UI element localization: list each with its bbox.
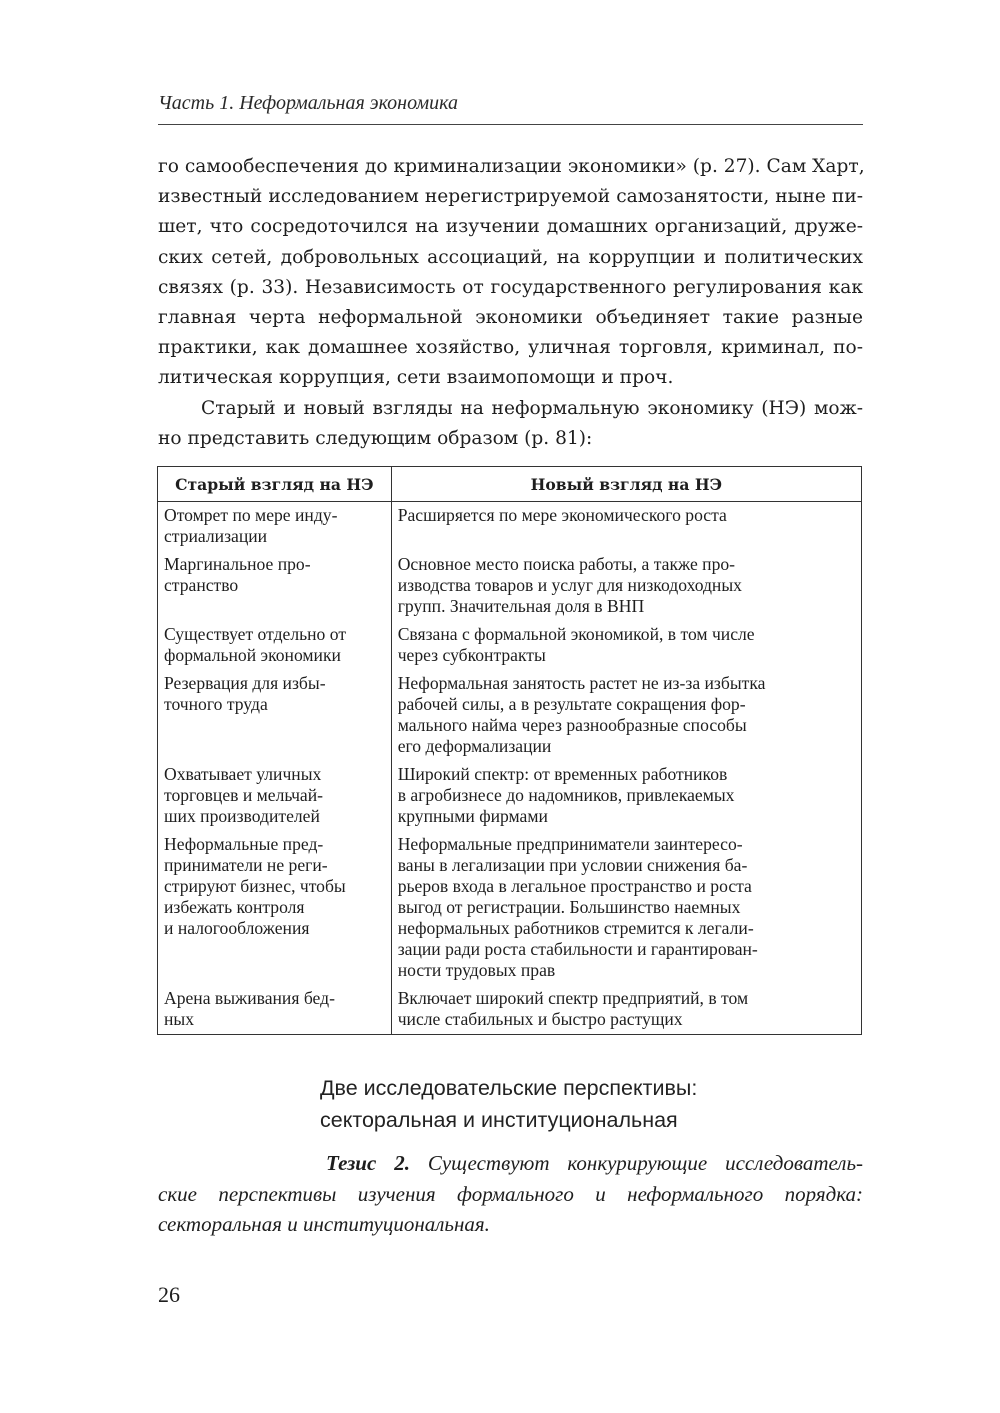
cell-line: выгод от регистрации. Большинство наемных [397, 897, 741, 917]
cell-line: его деформализации [397, 736, 552, 756]
cell-line: в агробизнесе до надомников, привлекаемых [397, 785, 735, 805]
text-line: главная черта неформальной экономики объединяет такие разные [158, 307, 863, 329]
cell-line: Неформальные пред- [164, 834, 324, 854]
old-view-cell [158, 551, 392, 621]
cell-line: зации ради роста стабильности и гарантирован- [397, 939, 758, 959]
text-line: ские перспективы изучения формального и неформального порядка: [158, 1181, 863, 1206]
heading-line: Две исследовательские перспективы: [320, 1076, 698, 1100]
cell-line: странство [164, 575, 239, 595]
cell-line: через субконтракты [397, 645, 546, 665]
new-view-cell [391, 670, 861, 761]
cell-line: Широкий спектр: от временных работников [397, 764, 728, 784]
cell-line: точного труда [164, 694, 268, 714]
column-header-new-view: Новый взгляд на НЭ [391, 467, 861, 502]
old-view-cell [158, 985, 392, 1035]
text-line: Старый и новый взгляды на неформальную экономику (НЭ) мож- [201, 397, 863, 419]
header-divider [158, 124, 863, 125]
cell-line: стриализации [164, 526, 268, 546]
cell-line: Неформальные предприниматели заинтересо- [397, 834, 743, 854]
cell-line: крупными фирмами [397, 806, 548, 826]
cell-line: изводства товаров и услуг для низкодоходных [397, 575, 742, 595]
cell-line: Резервация для избы- [164, 673, 326, 693]
cell-line: ваны в легализации при условии снижения ба- [397, 855, 748, 875]
new-view-cell [391, 761, 861, 831]
comparison-table [157, 466, 862, 1035]
new-view-cell [391, 502, 861, 552]
paragraph-2 [158, 394, 863, 454]
cell-line: мального найма через разнообразные способы [397, 715, 747, 735]
text-line: практики, как домашнее хозяйство, уличная торговля, криминал, по- [158, 337, 863, 359]
cell-line: Охватывает уличных [164, 764, 322, 784]
text-line [158, 1148, 863, 1179]
new-view-cell [391, 551, 861, 621]
table-row [158, 831, 862, 985]
cell-line: Расширяется по мере экономического роста [397, 505, 727, 525]
new-view-cell [391, 985, 861, 1035]
thesis-paragraph [158, 1148, 863, 1240]
page-number: 26 [158, 1282, 180, 1307]
cell-line: Маргинальное про- [164, 554, 311, 574]
cell-line: формальной экономики [164, 645, 341, 665]
cell-line: избежать контроля [164, 897, 305, 917]
cell-line: Включает широкий спектр предприятий, в том [397, 988, 749, 1008]
old-view-cell [158, 502, 392, 552]
text-line: но представить следующим образом (p. 81): [158, 427, 593, 449]
cell-line: неформальных работников стремится к легали- [397, 918, 754, 938]
cell-line: Арена выживания бед- [164, 988, 335, 1008]
running-head: Часть 1. Неформальная экономика [158, 92, 458, 114]
cell-line: числе стабильных и быстро растущих [397, 1009, 683, 1029]
old-view-cell [158, 670, 392, 761]
cell-line: Связана с формальной экономикой, в том числе [397, 624, 755, 644]
table-row [158, 502, 862, 552]
cell-line: ших производителей [164, 806, 320, 826]
text-line: известный исследованием нерегистрируемой самозанятости, ныне пи- [158, 186, 863, 208]
table-row [158, 985, 862, 1035]
cell-line: торговцев и мельчай- [164, 785, 324, 805]
heading-line: секторальная и институциональная [320, 1108, 678, 1132]
text-line: связях (p. 33). Независимость от государственного регулирования как [158, 276, 863, 298]
old-view-cell [158, 831, 392, 985]
cell-line: Неформальная занятость растет не из-за избытка [397, 673, 766, 693]
thesis-lead: Тезис 2. [326, 1151, 410, 1175]
cell-line: рьеров входа в легальное пространство и роста [397, 876, 752, 896]
cell-line: ности трудовых прав [397, 960, 556, 980]
cell-line: Существует отдельно от [164, 624, 347, 644]
table-row [158, 621, 862, 670]
column-header-old-view: Старый взгляд на НЭ [158, 467, 392, 502]
text-line: ских сетей, добровольных ассоциаций, на коррупции и политических [158, 246, 863, 268]
cell-line: рабочей силы, а в результате сокращения фор- [397, 694, 746, 714]
table-row [158, 551, 862, 621]
text-line: секторальная и институциональная. [158, 1212, 490, 1236]
text-line: литическая коррупция, сети взаимопомощи и проч. [158, 367, 674, 389]
cell-line: групп. Значительная доля в ВНП [397, 596, 645, 616]
old-view-cell [158, 761, 392, 831]
paragraph-1 [158, 152, 863, 394]
table-row [158, 670, 862, 761]
table-header-row [158, 467, 862, 502]
cell-line: ных [164, 1009, 195, 1029]
text-line: го самообеспечения до криминализации экономики» (p. 27). Сам Харт, [158, 156, 865, 177]
old-view-cell [158, 621, 392, 670]
cell-line: Основное место поиска работы, а также про- [397, 554, 736, 574]
cell-line: Отомрет по мере инду- [164, 505, 338, 525]
section-heading [320, 1072, 880, 1136]
table-row [158, 761, 862, 831]
cell-line: стрируют бизнес, чтобы [164, 876, 346, 896]
cell-line: и налогообложения [164, 918, 310, 938]
thesis-text: Существуют конкурирующие исследователь- [409, 1151, 863, 1175]
body-text [158, 152, 863, 454]
text-line: шет, что сосредоточился на изучении домашних организаций, друже- [158, 216, 863, 238]
cell-line: приниматели не реги- [164, 855, 328, 875]
new-view-cell [391, 831, 861, 985]
new-view-cell [391, 621, 861, 670]
